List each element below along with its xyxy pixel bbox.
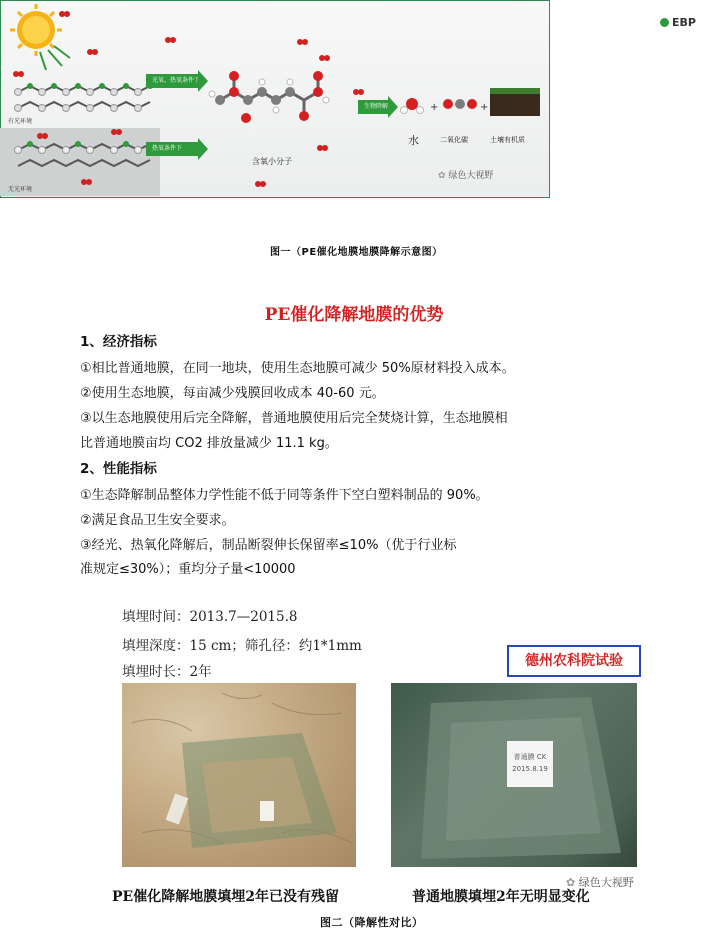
section2-line: ①生态降解制品整体力学性能不低于同等条件下空白塑料制品的 90%。 xyxy=(80,488,489,503)
soil-label: 土壤有机质 xyxy=(490,136,525,144)
heat-arrow-label: 热氧条件下 xyxy=(152,145,183,152)
small-molecule-icon xyxy=(209,71,329,123)
oxygen-molecules xyxy=(13,11,364,187)
degradation-diagram: + + 有光环境 无光环境 光氧、热氧条件下 热氧条件下 生物降解 含氧小分子 水 二氧化碳 土壤有机质 EBP ✿ 绿色大视野 xyxy=(0,0,550,198)
wechat-icon: ✿ xyxy=(438,171,446,181)
plot-label-card xyxy=(507,741,553,787)
photo-catalytic-film-plot xyxy=(122,683,356,867)
burial-depth: 填埋深度：15 cm；筛孔径：约1*1mm xyxy=(122,638,362,654)
figure2-caption: 图二（降解性对比） xyxy=(320,916,424,929)
bio-arrow xyxy=(358,100,388,114)
polymer-chain-dark xyxy=(15,141,151,166)
light-ray-arrows xyxy=(40,46,70,70)
burial-duration: 填埋时长：2年 xyxy=(122,664,212,680)
caption-left: PE催化降解地膜填埋2年已没有残留 xyxy=(112,889,339,905)
sun-icon xyxy=(10,4,62,56)
section1-line: ①相比普通地膜，在同一地块，使用生态地膜可减少 50%原材料投入成本。 xyxy=(80,361,515,376)
section1-line: ③以生态地膜使用后完全降解，普通地膜使用后完全焚烧计算，生态地膜相 xyxy=(80,411,508,426)
photo1-graphics xyxy=(122,683,356,867)
article-title: PE催化降解地膜的优势 xyxy=(264,305,444,325)
section1-line: ②使用生态地膜，每亩减少残膜回收成本 40-60 元。 xyxy=(80,386,385,401)
photo-ordinary-film-plot xyxy=(391,683,637,867)
institute-badge: 德州农科院试验 xyxy=(507,645,641,677)
section2-line: ②满足食品卫生安全要求。 xyxy=(80,513,235,528)
bio-arrow-label: 生物降解 xyxy=(364,103,389,110)
small-molecule-label: 含氧小分子 xyxy=(252,157,292,166)
svg-text:+: + xyxy=(480,102,489,113)
heat-arrow xyxy=(146,142,198,156)
caption-right: 普通地膜填埋2年无明显变化 xyxy=(412,889,590,905)
water-label: 水 xyxy=(408,134,419,147)
plot-label-line2: 2015.8.19 xyxy=(512,765,548,773)
wechat-icon: ✿ xyxy=(566,876,576,889)
section2-line: ③经光、热氧化降解后，制品断裂伸长保留率≤10%（优于行业标 xyxy=(80,538,457,553)
section1-heading: 1、经济指标 xyxy=(80,334,157,350)
svg-text:+: + xyxy=(430,102,439,113)
watermark xyxy=(438,168,493,181)
section2-heading: 2、性能指标 xyxy=(80,461,157,477)
light-heat-arrow xyxy=(146,74,201,88)
burial-time: 填埋时间：2013.7—2015.8 xyxy=(122,609,298,625)
env-dark-label: 无光环境 xyxy=(8,186,33,193)
co2-label: 二氧化碳 xyxy=(440,136,468,144)
section2-line: 准规定≤30%）；重均分子量<10000 xyxy=(80,562,296,577)
soil-block-icon xyxy=(490,88,540,116)
water-molecule-icon xyxy=(401,98,424,114)
section1-line: 比普通地膜亩均 CO2 排放量减少 11.1 kg。 xyxy=(80,436,338,451)
env-light-label: 有光环境 xyxy=(8,118,33,125)
watermark-2-text: 绿色大视野 xyxy=(578,876,634,889)
plot-label-line1: 普通膜 CK xyxy=(513,753,547,761)
light-heat-arrow-label: 光氧、热氧条件下 xyxy=(152,77,201,84)
co2-molecule-icon xyxy=(443,99,477,109)
figure1-caption: 图一（PE催化地膜地膜降解示意图） xyxy=(270,247,443,258)
polymer-chain-light xyxy=(15,83,154,112)
watermark-text: 绿色大视野 xyxy=(448,171,494,181)
